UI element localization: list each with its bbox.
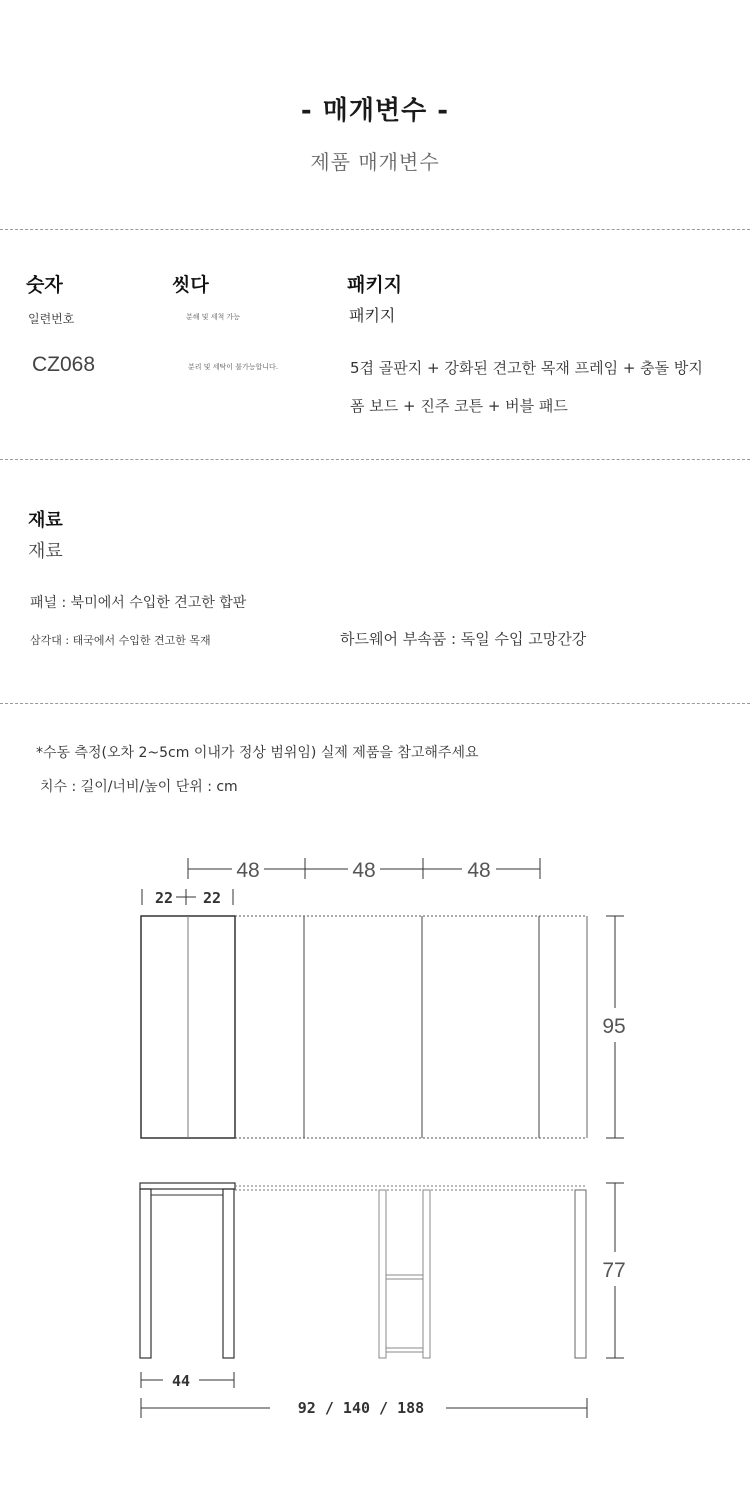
measure-note: *수동 측정(오차 2~5cm 이내가 정상 범위임) 실제 제품을 참고해주세요: [36, 745, 479, 761]
spec-number-heading: 숫자: [26, 274, 63, 296]
material-panel: 패널 : 북미에서 수입한 견고한 합판: [30, 595, 247, 611]
spec-wash-heading: 씻다: [172, 274, 209, 296]
material-heading: 재료: [28, 510, 63, 531]
dim-leaf-1: 22: [154, 889, 174, 907]
dim-height: 77: [602, 1259, 626, 1282]
dim-base: 44: [171, 1372, 191, 1390]
spec-package-heading: 패키지: [347, 274, 403, 296]
dim-top-2: 48: [352, 859, 376, 882]
page-subtitle: 제품 매개변수: [310, 150, 440, 174]
material-label: 재료: [28, 541, 63, 562]
spec-wash-label: 분해 및 세척 가능: [186, 313, 241, 321]
material-frame: 삼각대 : 태국에서 수입한 견고한 목재: [30, 634, 211, 647]
dim-top-1: 48: [236, 859, 260, 882]
spec-wash-value: 분리 및 세탁이 불가능합니다.: [188, 363, 279, 371]
spec-number-value: CZ068: [32, 353, 96, 376]
spec-package-label: 패키지: [349, 306, 396, 325]
dim-top-3: 48: [467, 859, 491, 882]
spec-number-label: 일련번호: [28, 312, 75, 326]
material-hardware: 하드웨어 부속품 : 독일 수입 고망간강: [340, 630, 587, 648]
table-front-view: [140, 1183, 587, 1358]
spec-package-value-line1: 5겹 골판지 + 강화된 견고한 목재 프레임 + 충돌 방지: [350, 359, 703, 377]
units-note: 치수 : 길이/너비/높이 단위 : cm: [40, 779, 238, 795]
spec-package-value-line2: 폼 보드 + 진주 코튼 + 버블 패드: [350, 397, 568, 415]
dim-leaf-2: 22: [202, 889, 222, 907]
dim-depth: 95: [602, 1015, 626, 1038]
page-title: - 매개변수 -: [300, 96, 450, 126]
dim-widths: 92 / 140 / 188: [297, 1399, 425, 1417]
table-top-view: [141, 916, 587, 1138]
